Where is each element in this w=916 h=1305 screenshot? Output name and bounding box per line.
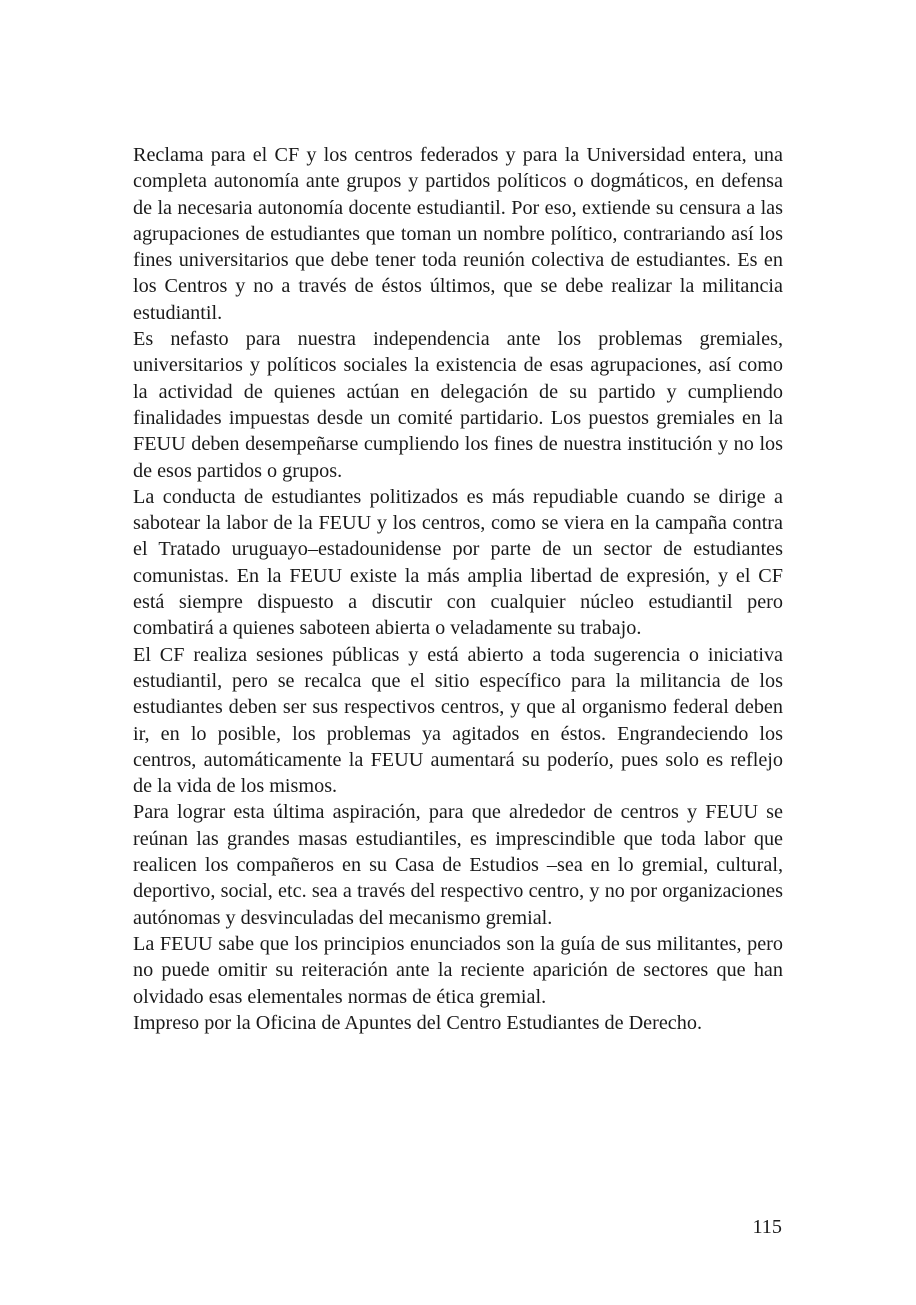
- paragraph: Reclama para el CF y los centros federados y para la Universidad entera, una completa autonomía ante grupos y partidos políticos o dogmáticos, en defensa de la necesaria autonomía docente estudiantil. Por eso, extiende su censura a las agrupaciones de estudiantes que toman un nombre político, contrariando así los fines universitarios que debe tener toda reunión colectiva de estudiantes. Es en los Centros y no a través de éstos últimos, que se debe realizar la militancia estudiantil.: [133, 144, 783, 324]
- paragraph: La FEUU sabe que los principios enunciados son la guía de sus militantes, pero no puede omitir su reiteración ante la reciente aparición de sectores que han olvidado esas elementales normas de ética gremial.: [133, 932, 783, 1008]
- imprint-line: Impreso por la Oficina de Apuntes del Centro Estudiantes de Derecho.: [133, 1011, 703, 1034]
- body-text: [133, 142, 783, 1036]
- paragraph: El CF realiza sesiones públicas y está abierto a toda sugerencia o iniciativa estudiantil, pero se recalca que el sitio específico para la militancia de los estudiantes deben ser sus respectivos centros, y que al organismo federal deben ir, en lo posible, los problemas ya agitados en éstos. Engrandeciendo los centros, automáticamente la FEUU aumentará su poderío, pues solo es reflejo de la vida de los mismos.: [133, 643, 783, 798]
- paragraph: Es nefasto para nuestra independencia ante los problemas gremiales, universitarios y políticos sociales la existencia de esas agrupaciones, así como la actividad de quienes actúan en delegación de su partido y cumpliendo finalidades impuestas desde un comité partidario. Los puestos gremiales en la FEUU deben desempeñarse cumpliendo los fines de nuestra institución y no los de esos partidos o grupos.: [133, 328, 783, 482]
- page-number: 115: [752, 1216, 782, 1238]
- paragraph: La conducta de estudiantes politizados es más repudiable cuando se dirige a sabotear la labor de la FEUU y los centros, como se viera en la campaña contra el Tratado uruguayo–estadounidense por parte de un sector de estudiantes comunistas. En la FEUU existe la más amplia libertad de expresión, y el CF está siempre dispuesto a discutir con cualquier núcleo estudiantil pero combatirá a quienes saboteen abierta o veladamente su trabajo.: [133, 485, 783, 640]
- paragraph: Para lograr esta última aspiración, para que alrededor de centros y FEUU se reúnan las grandes masas estudiantiles, es imprescindible que toda labor que realicen los compañeros en su Casa de Estudios –sea en lo gremial, cultural, deportivo, social, etc. sea a través del respectivo centro, y no por organizaciones autónomas y desvinculadas del mecanismo gremial.: [133, 801, 783, 929]
